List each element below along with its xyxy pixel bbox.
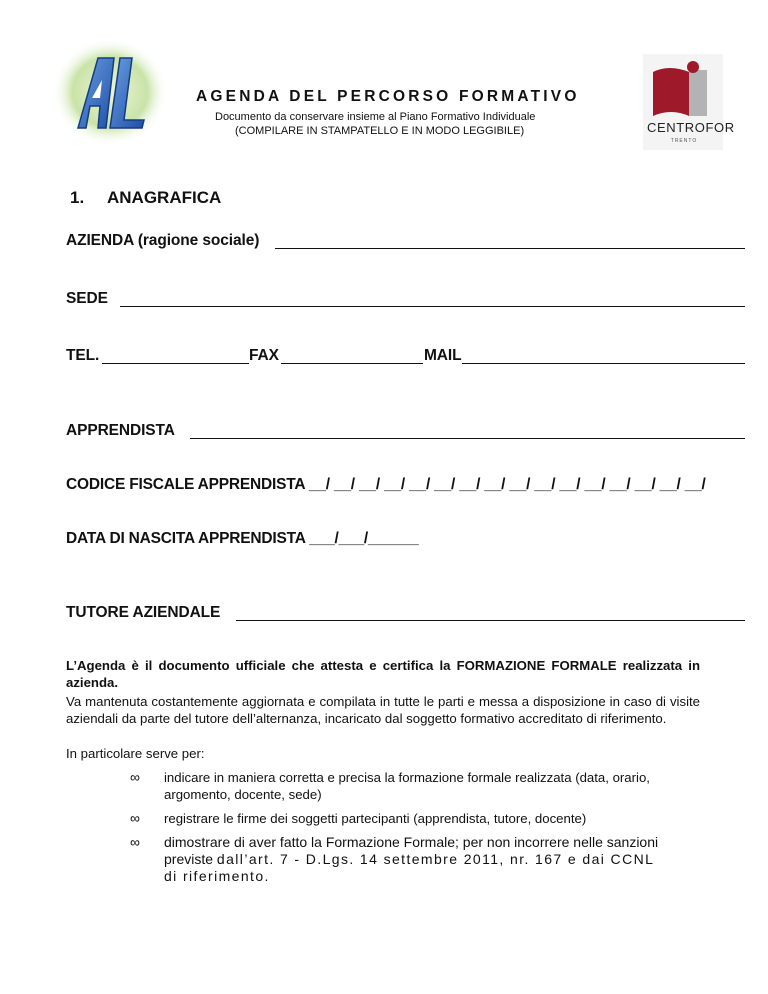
codice-fiscale-label: CODICE FISCALE APPRENDISTA [66, 476, 305, 493]
sede-label: SEDE [66, 290, 108, 307]
al-logo [48, 36, 172, 148]
apprendista-field[interactable] [190, 438, 745, 439]
azienda-field[interactable] [275, 248, 745, 249]
intro-bold-text: L’Agenda è il documento ufficiale che attesta e certifica la FORMAZIONE FORMALE realizzata in azienda. [66, 658, 700, 690]
tel-label: TEL. [66, 347, 100, 364]
bullet-item: registrare le firme dei soggetti partecipanti (apprendista, tutore, docente) [164, 811, 587, 826]
codice-fiscale-field[interactable]: __/ __/ __/ __/ __/ __/ __/ __/ __/ __/ __/ __/ __/ __/ __/ __/ [308, 476, 706, 493]
fax-field[interactable] [281, 363, 423, 364]
bullet-3-text: dimostrare di aver fatto la Formazione Formale; per non incorrere nelle sanzioni previste [164, 834, 659, 867]
mail-field[interactable] [462, 363, 745, 364]
document-subtitle-1: Documento da conservare insieme al Piano Formativo Individuale [215, 111, 536, 123]
bullet-item: indicare in maniera corretta e precisa la formazione formale realizzata (data, orario, argomento, docente, sede) [164, 770, 650, 802]
section-number: 1. [70, 188, 85, 207]
tutore-label: TUTORE AZIENDALE [66, 604, 221, 621]
codice-fiscale-row [66, 476, 706, 494]
tel-field[interactable] [102, 363, 249, 364]
data-nascita-field[interactable]: ___/___/______ [309, 530, 419, 547]
centrofor-logo-text: CENTROFOR [647, 120, 735, 135]
section-heading [70, 188, 221, 208]
apprendista-label: APPRENDISTA [66, 422, 175, 439]
section-title: ANAGRAFICA [107, 188, 222, 207]
purpose-text: In particolare serve per: [66, 746, 205, 761]
tutore-field[interactable] [236, 620, 745, 621]
bullet-icon-2: ∞ [130, 810, 140, 826]
bullet-3-tail: dall’art. 7 - D.Lgs. 14 settembre 2011, nr. 167 e dai CCNL di riferimento. [164, 851, 654, 884]
data-nascita-label: DATA DI NASCITA APPRENDISTA [66, 530, 306, 547]
document-title: AGENDA DEL PERCORSO FORMATIVO [196, 88, 580, 105]
fax-label: FAX [249, 347, 279, 364]
centrofor-logo-subtext: TRENTO [670, 138, 698, 144]
bullet-item [164, 834, 664, 885]
sede-field[interactable] [120, 306, 745, 307]
intro-paragraph [66, 657, 700, 691]
data-nascita-row [66, 530, 419, 548]
centrofor-logo [643, 54, 735, 150]
instructions-paragraph: Va mantenuta costantemente aggiornata e compilata in tutte le parti e messa a disposizione in caso di visite aziendali da parte del tutore dell’alternanza, incaricato dal soggetto formativo accreditato di riferimento. [66, 694, 700, 726]
bullet-icon-1: ∞ [130, 769, 140, 785]
azienda-label: AZIENDA (ragione sociale) [66, 232, 260, 249]
document-subtitle-2: (COMPILARE IN STAMPATELLO E IN MODO LEGGIBILE) [235, 125, 525, 137]
bullet-icon-3: ∞ [130, 834, 140, 850]
mail-label: MAIL [424, 347, 462, 364]
